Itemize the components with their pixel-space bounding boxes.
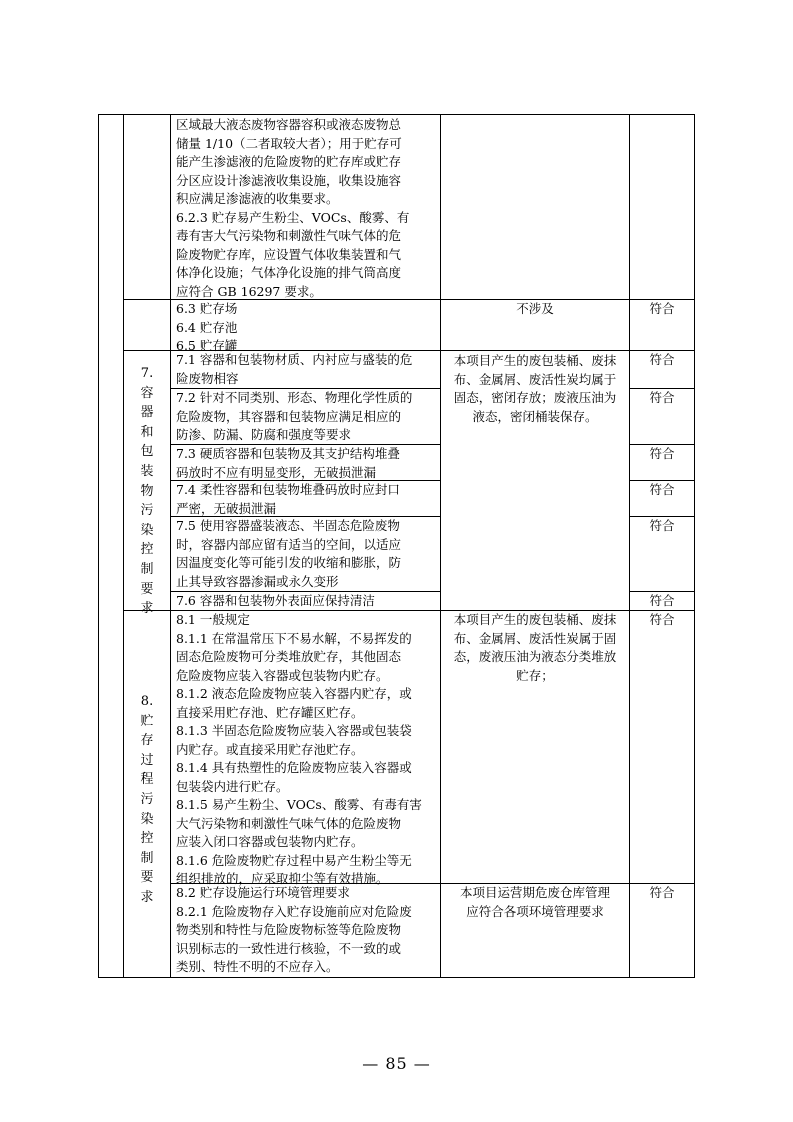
column-divider-subsection (170, 114, 171, 978)
status-cell-section-7 (441, 352, 629, 426)
requirement-cell-7-2: 7.2 针对不同类别、形态、物理化学性质的 危险废物，其容器和包装物应满足相应的 防渗、防漏、防腐和强度等要求 (176, 390, 413, 442)
column-divider-label (123, 114, 124, 978)
page-footer (0, 1054, 793, 1073)
requirement-text: 区域最大液态废物容器容积或液态废物总 储量 1/10（二者取较大者）；用于贮存可 能产生渗滤液的危险废物的贮存库或贮存 分区应设计渗滤液收集设施，收集设施容 积应满足渗滤液的收集要求。 6.2.3 贮存易产生粉尘、VOCs、酸雾、有 毒有害大气污染物和刺激性气味气体的危 险废物贮存库，应设置气体收集装置和气 体净化设施；气体净化设施的排气筒高度 应符合 GB 16297 要求。 (176, 117, 410, 299)
result-cell-7-3: 符合 (649, 446, 675, 461)
status-cell-8-1: 本项目产生的废包装桶、废抹 布、金属屑、废活性炭属于固 态，废液压油为液态分类堆放 贮存； (453, 612, 617, 683)
footer-dash-right: — (407, 1054, 431, 1073)
table-top-border (98, 114, 695, 115)
requirement-cell-7-3: 7.3 硬质容器和包装物及其支护结构堆叠 码放时不应有明显变形，无破损泄漏 (176, 446, 400, 480)
result-cell-7-5: 符合 (649, 518, 675, 533)
section-7-label: 7. 容 器 和 包 装 物 污 染 控 制 要 求 (140, 366, 154, 617)
table-left-border (98, 114, 99, 978)
result-cell-7-4: 符合 (649, 482, 675, 497)
result-cell-8-1: 符合 (649, 612, 675, 627)
column-divider-status (629, 114, 630, 978)
requirement-cell-8-1: 8.1 一般规定 8.1.1 在常温常压下不易水解，不易挥发的 固态危险废物可分类堆放贮存，其他固态 危险废物应装入容器或包装物内贮存。 8.1.2 液态危险废物应装入容器内贮存，或 直接采用贮存池、贮存罐区贮存。 8.1.3 半固态危险废物应装入容器或包装袋 内贮存。或直接采用贮存池贮存。 8.1.4 具有热塑性的危险废物应装入容器或 包装袋内进行贮存。 8.1.5 易产生粉尘、VOCs、酸雾、有毒有害 大气污染物和刺激性气味气体的危险废物 应装入闭口容器或包装物内贮存。 8.1.6 危险废物贮存过程中易产生粉尘等无 组织排放的，应采取抑尘等有效措施。 (176, 612, 422, 886)
table-bottom-border (98, 977, 695, 978)
result-cell-6-3 (630, 300, 694, 319)
requirement-cell-7-1: 7.1 容器和包装物材质、内衬应与盛装的危 险废物相容 (176, 352, 413, 386)
status-text: 本项目产生的废包装桶、废抹 布、金属屑、废活性炭均属于 固态，密闭存放；废液压油为 液态，密闭桶装保存。 (453, 353, 617, 424)
result-cell-7-2: 符合 (649, 390, 675, 405)
requirement-cell-8-2: 8.2 贮存设施运行环境管理要求 8.2.1 危险废物存入贮存设施前应对危险废 物类别和特性与危险废物标签等危险废物 识别标志的一致性进行核验，不一致的或 类别、特性不明的不应存入。 (176, 885, 412, 974)
result-cell-7-1: 符合 (649, 352, 675, 367)
section-8-label: 8. 贮 存 过 程 污 染 控 制 要 求 (140, 694, 154, 905)
requirement-cell-6-2-continued (176, 116, 438, 301)
page-number: 85 (385, 1054, 408, 1073)
footer-dash-left: — (362, 1054, 386, 1073)
requirement-cell-7-5: 7.5 使用容器盛装液态、半固态危险废物 时，容器内部应留有适当的空间，以适应 因温度变化等可能引发的收缩和膨胀，防 止其导致容器渗漏或永久变形 (176, 518, 402, 589)
result-text: 符合 (649, 301, 675, 316)
result-cell-8-2: 符合 (649, 885, 675, 900)
status-cell-6-3 (441, 300, 629, 319)
requirement-cell-6-3 (176, 300, 438, 356)
column-divider-requirement (440, 114, 441, 978)
status-cell-8-2: 本项目运营期危废仓库管理 应符合各项环境管理要求 (459, 885, 610, 919)
result-cell-7-6: 符合 (649, 593, 675, 608)
requirement-cell-7-4: 7.4 柔性容器和包装物堆叠码放时应封口 严密，无破损泄漏 (176, 482, 400, 516)
table-right-border (694, 114, 695, 978)
requirement-text: 6.3 贮存场 6.4 贮存池 6.5 贮存罐 (176, 301, 238, 353)
requirement-cell-7-6: 7.6 容器和包装物外表面应保持清洁 (176, 593, 375, 608)
status-text: 不涉及 (516, 301, 554, 316)
